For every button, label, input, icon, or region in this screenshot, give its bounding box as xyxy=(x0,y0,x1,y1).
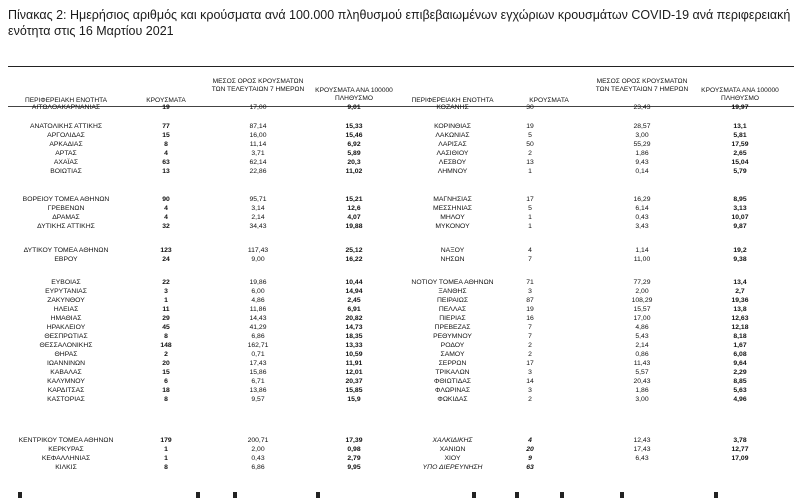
right-unit-name: ΜΥΚΟΝΟΥ xyxy=(435,223,470,230)
left-per-100k-value: 16,22 xyxy=(345,256,363,263)
left-cases-value: 13 xyxy=(162,168,170,175)
left-per-100k-value: 9,01 xyxy=(347,104,361,111)
right-unit-name: ΡΕΘΥΜΝΟΥ xyxy=(433,333,472,340)
left-unit-name: ΔΡΑΜΑΣ xyxy=(52,214,80,221)
left-cases-value: 4 xyxy=(164,214,168,221)
left-cases-value: 4 xyxy=(164,150,168,157)
left-unit-name: ΒΟΙΩΤΙΑΣ xyxy=(50,168,82,175)
left-avg-7d-value: 3,14 xyxy=(251,205,265,212)
right-cases-value: 63 xyxy=(526,464,534,471)
right-cases-value: 1 xyxy=(528,223,532,230)
left-per-100k-value: 10,59 xyxy=(345,351,363,358)
left-avg-7d-value: 0,71 xyxy=(251,351,265,358)
right-table-row xyxy=(0,223,802,232)
right-table-row xyxy=(0,150,802,159)
left-per-100k-value: 15,85 xyxy=(345,387,363,394)
left-cases-value: 63 xyxy=(162,159,170,166)
left-unit-name: ΚΕΡΚΥΡΑΣ xyxy=(48,446,84,453)
left-avg-7d-value: 6,86 xyxy=(251,333,265,340)
right-cases-value: 5 xyxy=(528,205,532,212)
left-unit-name: ΓΡΕΒΕΝΩΝ xyxy=(47,205,85,212)
right-unit-name: ΧΑΛΚΙΔΙΚΗΣ xyxy=(432,437,473,444)
left-avg-7d-value: 62,14 xyxy=(249,159,267,166)
left-avg-7d-value: 14,43 xyxy=(249,315,267,322)
right-avg-7d-value: 23,43 xyxy=(633,104,651,111)
right-avg-7d-value: 77,29 xyxy=(633,279,651,286)
left-unit-name: ΑΡΚΑΔΙΑΣ xyxy=(49,141,83,148)
left-cases-value: 24 xyxy=(162,256,170,263)
right-cases-value: 7 xyxy=(528,333,532,340)
right-per-100k-value: 8,18 xyxy=(733,333,747,340)
left-cases-value: 1 xyxy=(164,446,168,453)
right-table-row xyxy=(0,288,802,297)
left-per-100k-value: 6,92 xyxy=(347,141,361,148)
left-unit-name: ΔΥΤΙΚΟΥ ΤΟΜΕΑ ΑΘΗΝΩΝ xyxy=(23,247,109,254)
right-unit-name: ΜΕΣΣΗΝΙΑΣ xyxy=(432,205,473,212)
right-avg-7d-value: 5,43 xyxy=(635,333,649,340)
left-cases-value: 19 xyxy=(162,104,170,111)
right-cases-value: 20 xyxy=(526,446,534,453)
left-cases-value: 6 xyxy=(164,378,168,385)
right-unit-name: ΛΑΡΙΣΑΣ xyxy=(438,141,467,148)
right-per-100k-value: 9,38 xyxy=(733,256,747,263)
left-avg-7d-value: 17,43 xyxy=(249,360,267,367)
table-title: Πίνακας 2: Ημερήσιος αριθμός και κρούσματα ανά 100.000 πληθυσμού επιβεβαιωμένων εγχώριων κρουσμάτων COVID-19 ανά περιφερειακή ενότητα στις 16 Μαρτίου 2021 xyxy=(8,8,791,38)
left-unit-name: ΖΑΚΥΝΘΟΥ xyxy=(47,297,85,304)
right-per-100k-value: 12,18 xyxy=(731,324,749,331)
left-unit-name: ΗΡΑΚΛΕΙΟΥ xyxy=(46,324,86,331)
right-unit-name: ΚΟΡΙΝΘΙΑΣ xyxy=(434,123,471,130)
right-table-row xyxy=(0,123,802,132)
left-unit-name: ΕΒΡΟΥ xyxy=(54,256,78,263)
right-cases-value: 2 xyxy=(528,342,532,349)
right-cases-value: 2 xyxy=(528,150,532,157)
right-unit-name: ΡΟΔΟΥ xyxy=(440,342,465,349)
right-avg-7d-value: 12,43 xyxy=(633,437,651,444)
right-avg-7d-value: 28,57 xyxy=(633,123,651,130)
right-per-100k-value: 4,96 xyxy=(733,396,747,403)
right-unit-name: ΤΡΙΚΑΛΩΝ xyxy=(435,369,470,376)
right-table-row xyxy=(0,214,802,223)
right-cases-value: 16 xyxy=(526,315,534,322)
right-table-row xyxy=(0,132,802,141)
right-unit-name: ΞΑΝΘΗΣ xyxy=(438,288,467,295)
right-cases-value: 87 xyxy=(526,297,534,304)
right-table-row xyxy=(0,324,802,333)
left-avg-7d-value: 15,86 xyxy=(249,369,267,376)
left-cases-value: 3 xyxy=(164,288,168,295)
right-per-100k-value: 12,63 xyxy=(731,315,749,322)
left-per-100k-value: 0,98 xyxy=(347,446,361,453)
left-unit-name: ΚΑΛΥΜΝΟΥ xyxy=(47,378,85,385)
right-per-100k-value: 2,29 xyxy=(733,369,747,376)
right-unit-name: ΦΛΩΡΙΝΑΣ xyxy=(434,387,471,394)
left-cases-value: 8 xyxy=(164,396,168,403)
left-unit-name: ΑΡΤΑΣ xyxy=(55,150,77,157)
right-table-row xyxy=(0,297,802,306)
left-per-100k-value: 15,33 xyxy=(345,123,363,130)
right-per-100k-value: 17,59 xyxy=(731,141,749,148)
left-unit-name: ΔΥΤΙΚΗΣ ΑΤΤΙΚΗΣ xyxy=(37,223,95,230)
right-per-100k-value: 9,87 xyxy=(733,223,747,230)
right-table-row xyxy=(0,464,802,473)
right-per-100k-value: 8,85 xyxy=(733,378,747,385)
right-cases-value: 2 xyxy=(528,396,532,403)
header-per100k-left: ΚΡΟΥΣΜΑΤΑ ΑΝΑ 100000 ΠΛΗΘΥΣΜΟ xyxy=(315,87,393,102)
left-cases-value: 15 xyxy=(162,132,170,139)
right-per-100k-value: 13,4 xyxy=(733,279,747,286)
right-avg-7d-value: 0,86 xyxy=(635,351,649,358)
right-avg-7d-value: 5,57 xyxy=(635,369,649,376)
right-table-row xyxy=(0,446,802,455)
right-cases-value: 4 xyxy=(528,247,532,254)
right-cases-value: 50 xyxy=(526,141,534,148)
left-avg-7d-value: 22,86 xyxy=(249,168,267,175)
right-unit-name: ΠΕΙΡΑΙΩΣ xyxy=(436,297,469,304)
right-cases-value: 1 xyxy=(528,168,532,175)
right-cases-value: 19 xyxy=(526,306,534,313)
right-unit-name: ΦΘΙΩΤΙΔΑΣ xyxy=(434,378,471,385)
left-unit-name: ΗΜΑΘΙΑΣ xyxy=(50,315,82,322)
left-per-100k-value: 18,35 xyxy=(345,333,363,340)
cropped-next-line xyxy=(0,488,802,498)
left-per-100k-value: 13,33 xyxy=(345,342,363,349)
left-cases-value: 8 xyxy=(164,464,168,471)
right-per-100k-value: 2,65 xyxy=(733,150,747,157)
right-unit-name: ΠΕΛΛΑΣ xyxy=(438,306,467,313)
right-cases-value: 17 xyxy=(526,360,534,367)
right-unit-name: ΝΗΣΩΝ xyxy=(440,256,465,263)
right-unit-name: ΣΕΡΡΩΝ xyxy=(438,360,467,367)
right-unit-name: ΜΑΓΝΗΣΙΑΣ xyxy=(433,196,472,203)
right-avg-7d-value: 3,43 xyxy=(635,223,649,230)
left-cases-value: 15 xyxy=(162,369,170,376)
right-unit-name: ΣΑΜΟΥ xyxy=(440,351,465,358)
left-per-100k-value: 15,46 xyxy=(345,132,363,139)
left-cases-value: 1 xyxy=(164,297,168,304)
right-avg-7d-value: 2,14 xyxy=(635,342,649,349)
header-per100k-right: ΚΡΟΥΣΜΑΤΑ ΑΝΑ 100000 ΠΛΗΘΥΣΜΟ xyxy=(701,87,779,102)
left-cases-value: 148 xyxy=(160,342,172,349)
right-table-row xyxy=(0,168,802,177)
right-table-row xyxy=(0,247,802,256)
left-per-100k-value: 25,12 xyxy=(345,247,363,254)
left-cases-value: 45 xyxy=(162,324,170,331)
right-cases-value: 7 xyxy=(528,324,532,331)
right-unit-name: ΥΠΟ ΔΙΕΡΕΥΝΗΣΗ xyxy=(422,464,483,471)
right-avg-7d-value: 4,86 xyxy=(635,324,649,331)
left-cases-value: 90 xyxy=(162,196,170,203)
right-per-100k-value: 6,08 xyxy=(733,351,747,358)
left-avg-7d-value: 34,43 xyxy=(249,223,267,230)
right-unit-name: ΦΩΚΙΔΑΣ xyxy=(437,396,468,403)
right-unit-name: ΛΑΚΩΝΙΑΣ xyxy=(435,132,470,139)
left-cases-value: 2 xyxy=(164,351,168,358)
right-unit-name: ΠΙΕΡΙΑΣ xyxy=(439,315,466,322)
left-per-100k-value: 10,44 xyxy=(345,279,363,286)
header-unit-left: ΠΕΡΙΦΕΡΕΙΑΚΗ ΕΝΟΤΗΤΑ xyxy=(24,97,108,104)
left-avg-7d-value: 16,00 xyxy=(249,132,267,139)
right-table-row xyxy=(0,279,802,288)
left-cases-value: 11 xyxy=(162,306,170,313)
left-avg-7d-value: 4,86 xyxy=(251,297,265,304)
left-avg-7d-value: 6,00 xyxy=(251,288,265,295)
right-unit-name: ΜΗΛΟΥ xyxy=(440,214,465,221)
left-unit-name: ΗΛΕΙΑΣ xyxy=(53,306,79,313)
right-cases-value: 1 xyxy=(528,214,532,221)
left-unit-name: ΚΑΡΔΙΤΣΑΣ xyxy=(47,387,85,394)
right-unit-name: ΧΙΟΥ xyxy=(444,455,461,462)
right-table-row xyxy=(0,455,802,464)
left-avg-7d-value: 6,86 xyxy=(251,464,265,471)
left-per-100k-value: 5,89 xyxy=(347,150,361,157)
right-avg-7d-value: 108,29 xyxy=(631,297,653,304)
left-unit-name: ΕΥΡΥΤΑΝΙΑΣ xyxy=(45,288,87,295)
right-per-100k-value: 12,77 xyxy=(731,446,749,453)
right-avg-7d-value: 1,86 xyxy=(635,150,649,157)
right-table-row xyxy=(0,378,802,387)
left-avg-7d-value: 95,71 xyxy=(249,196,267,203)
left-cases-value: 20 xyxy=(162,360,170,367)
right-unit-name: ΝΑΞΟΥ xyxy=(440,247,465,254)
right-table-row xyxy=(0,196,802,205)
left-avg-7d-value: 0,43 xyxy=(251,455,265,462)
right-per-100k-value: 17,09 xyxy=(731,455,749,462)
left-unit-name: ΘΕΣΣΑΛΟΝΙΚΗΣ xyxy=(39,342,93,349)
right-per-100k-value: 5,81 xyxy=(733,132,747,139)
left-avg-7d-value: 11,14 xyxy=(249,141,267,148)
right-per-100k-value: 19,36 xyxy=(731,297,749,304)
right-avg-7d-value: 55,29 xyxy=(633,141,651,148)
right-avg-7d-value: 0,14 xyxy=(635,168,649,175)
left-unit-name: ΒΟΡΕΙΟΥ ΤΟΜΕΑ ΑΘΗΝΩΝ xyxy=(22,196,110,203)
right-avg-7d-value: 6,43 xyxy=(635,455,649,462)
right-cases-value: 4 xyxy=(528,437,532,444)
right-avg-7d-value: 16,29 xyxy=(633,196,651,203)
right-per-100k-value: 10,07 xyxy=(731,214,749,221)
left-per-100k-value: 9,95 xyxy=(347,464,361,471)
right-avg-7d-value: 1,14 xyxy=(635,247,649,254)
right-table-row xyxy=(0,141,802,150)
left-avg-7d-value: 200,71 xyxy=(247,437,269,444)
right-per-100k-value: 2,7 xyxy=(735,288,745,295)
left-avg-7d-value: 41,29 xyxy=(249,324,267,331)
right-cases-value: 17 xyxy=(526,196,534,203)
left-cases-value: 123 xyxy=(160,247,172,254)
right-cases-value: 3 xyxy=(528,288,532,295)
header-cases-right: ΚΡΟΥΣΜΑΤΑ xyxy=(529,97,569,104)
right-avg-7d-value: 11,00 xyxy=(633,256,651,263)
right-table-row xyxy=(0,159,802,168)
right-per-100k-value: 13,1 xyxy=(733,123,747,130)
left-avg-7d-value: 162,71 xyxy=(247,342,269,349)
left-avg-7d-value: 3,71 xyxy=(251,150,265,157)
left-unit-name: ΘΗΡΑΣ xyxy=(54,351,78,358)
right-cases-value: 2 xyxy=(528,351,532,358)
right-table-row xyxy=(0,369,802,378)
right-unit-name: ΧΑΝΙΩΝ xyxy=(439,446,466,453)
right-avg-7d-value: 9,43 xyxy=(635,159,649,166)
right-cases-value: 13 xyxy=(526,159,534,166)
left-unit-name: ΚΙΛΚΙΣ xyxy=(55,464,77,471)
left-cases-value: 32 xyxy=(162,223,170,230)
table-top-rule xyxy=(8,66,794,67)
right-unit-name: ΛΗΜΝΟΥ xyxy=(437,168,468,175)
right-avg-7d-value: 3,00 xyxy=(635,396,649,403)
left-cases-value: 8 xyxy=(164,141,168,148)
right-per-100k-value: 1,67 xyxy=(733,342,747,349)
left-cases-value: 18 xyxy=(162,387,170,394)
right-per-100k-value: 13,8 xyxy=(733,306,747,313)
left-avg-7d-value: 117,43 xyxy=(247,247,269,254)
right-unit-name: ΚΟΖΑΝΗΣ xyxy=(436,104,469,111)
right-avg-7d-value: 6,14 xyxy=(635,205,649,212)
right-cases-value: 71 xyxy=(526,279,534,286)
left-cases-value: 8 xyxy=(164,333,168,340)
right-table-row xyxy=(0,256,802,265)
left-avg-7d-value: 9,00 xyxy=(251,256,265,263)
right-per-100k-value: 19,2 xyxy=(733,247,747,254)
left-avg-7d-value: 11,86 xyxy=(249,306,267,313)
left-avg-7d-value: 2,00 xyxy=(251,446,265,453)
left-avg-7d-value: 9,57 xyxy=(251,396,265,403)
left-cases-value: 4 xyxy=(164,205,168,212)
right-avg-7d-value: 15,57 xyxy=(633,306,651,313)
right-table-row xyxy=(0,351,802,360)
left-unit-name: ΑΡΓΟΛΙΔΑΣ xyxy=(47,132,85,139)
left-per-100k-value: 17,39 xyxy=(345,437,363,444)
right-table-row xyxy=(0,306,802,315)
right-table-row xyxy=(0,437,802,446)
right-per-100k-value: 9,64 xyxy=(733,360,747,367)
left-unit-name: ΙΩΑΝΝΙΝΩΝ xyxy=(46,360,86,367)
left-per-100k-value: 2,79 xyxy=(347,455,361,462)
right-table-row xyxy=(0,315,802,324)
left-per-100k-value: 14,73 xyxy=(345,324,363,331)
right-table-row xyxy=(0,104,802,113)
right-avg-7d-value: 0,43 xyxy=(635,214,649,221)
right-cases-value: 5 xyxy=(528,132,532,139)
left-unit-name: ΑΧΑΪΑΣ xyxy=(53,159,79,166)
right-per-100k-value: 3,78 xyxy=(733,437,747,444)
header-avg-right: ΜΕΣΟΣ ΟΡΟΣ ΚΡΟΥΣΜΑΤΩΝ ΤΩΝ ΤΕΛΕΥΤΑΙΩΝ 7 ΗΜΕΡΩΝ xyxy=(595,78,689,93)
right-per-100k-value: 5,79 xyxy=(733,168,747,175)
left-avg-7d-value: 19,86 xyxy=(249,279,267,286)
right-per-100k-value: 3,13 xyxy=(733,205,747,212)
right-cases-value: 7 xyxy=(528,256,532,263)
left-unit-name: ΚΑΒΑΛΑΣ xyxy=(50,369,82,376)
right-avg-7d-value: 11,43 xyxy=(633,360,651,367)
left-unit-name: ΚΕΝΤΡΙΚΟΥ ΤΟΜΕΑ ΑΘΗΝΩΝ xyxy=(18,437,114,444)
left-unit-name: ΚΑΣΤΟΡΙΑΣ xyxy=(47,396,85,403)
right-cases-value: 3 xyxy=(528,369,532,376)
header-unit-right: ΠΕΡΙΦΕΡΕΙΑΚΗ ΕΝΟΤΗΤΑ xyxy=(411,97,494,104)
left-per-100k-value: 6,91 xyxy=(347,306,361,313)
left-unit-name: ΑΙΤΩΛΟΑΚΑΡΝΑΝΙΑΣ xyxy=(31,104,101,111)
left-unit-name: ΕΥΒΟΙΑΣ xyxy=(51,279,81,286)
right-unit-name: ΝΟΤΙΟΥ ΤΟΜΕΑ ΑΘΗΝΩΝ xyxy=(411,279,494,286)
right-cases-value: 9 xyxy=(528,455,532,462)
left-cases-value: 77 xyxy=(162,123,170,130)
right-avg-7d-value: 17,43 xyxy=(633,446,651,453)
right-table-row xyxy=(0,342,802,351)
left-per-100k-value: 11,91 xyxy=(345,360,363,367)
left-per-100k-value: 12,6 xyxy=(347,205,361,212)
left-avg-7d-value: 87,14 xyxy=(249,123,267,130)
right-avg-7d-value: 1,86 xyxy=(635,387,649,394)
right-per-100k-value: 5,63 xyxy=(733,387,747,394)
right-cases-value: 14 xyxy=(526,378,534,385)
left-avg-7d-value: 6,71 xyxy=(251,378,265,385)
right-unit-name: ΛΑΣΙΘΙΟΥ xyxy=(436,150,469,157)
right-per-100k-value: 19,97 xyxy=(731,104,749,111)
left-per-100k-value: 12,01 xyxy=(345,369,363,376)
right-table-row xyxy=(0,387,802,396)
left-cases-value: 22 xyxy=(162,279,170,286)
left-per-100k-value: 15,9 xyxy=(347,396,361,403)
right-per-100k-value: 8,95 xyxy=(733,196,747,203)
right-cases-value: 30 xyxy=(526,104,534,111)
right-table-row xyxy=(0,333,802,342)
left-per-100k-value: 19,88 xyxy=(345,223,363,230)
right-avg-7d-value: 20,43 xyxy=(633,378,651,385)
left-unit-name: ΚΕΦΑΛΛΗΝΙΑΣ xyxy=(41,455,91,462)
left-unit-name: ΘΕΣΠΡΩΤΙΑΣ xyxy=(44,333,88,340)
right-table-row xyxy=(0,360,802,369)
left-per-100k-value: 20,82 xyxy=(345,315,363,322)
left-per-100k-value: 11,02 xyxy=(345,168,363,175)
left-per-100k-value: 14,94 xyxy=(345,288,363,295)
right-unit-name: ΛΕΣΒΟΥ xyxy=(438,159,467,166)
left-unit-name: ΑΝΑΤΟΛΙΚΗΣ ΑΤΤΙΚΗΣ xyxy=(29,123,103,130)
right-cases-value: 19 xyxy=(526,123,534,130)
right-avg-7d-value: 2,00 xyxy=(635,288,649,295)
left-cases-value: 1 xyxy=(164,455,168,462)
header-cases-left: ΚΡΟΥΣΜΑΤΑ xyxy=(146,97,186,104)
right-unit-name: ΠΡΕΒΕΖΑΣ xyxy=(434,324,471,331)
right-table-row xyxy=(0,205,802,214)
left-cases-value: 179 xyxy=(160,437,172,444)
right-avg-7d-value: 17,00 xyxy=(633,315,651,322)
left-per-100k-value: 20,37 xyxy=(345,378,363,385)
left-avg-7d-value: 17,00 xyxy=(249,104,267,111)
left-cases-value: 29 xyxy=(162,315,170,322)
left-avg-7d-value: 13,86 xyxy=(249,387,267,394)
right-avg-7d-value: 3,00 xyxy=(635,132,649,139)
left-per-100k-value: 20,3 xyxy=(347,159,361,166)
left-per-100k-value: 15,21 xyxy=(345,196,363,203)
right-table-row xyxy=(0,396,802,405)
left-per-100k-value: 2,45 xyxy=(347,297,361,304)
right-per-100k-value: 15,04 xyxy=(731,159,749,166)
left-per-100k-value: 4,07 xyxy=(347,214,361,221)
right-cases-value: 3 xyxy=(528,387,532,394)
header-avg-left: ΜΕΣΟΣ ΟΡΟΣ ΚΡΟΥΣΜΑΤΩΝ ΤΩΝ ΤΕΛΕΥΤΑΙΩΝ 7 ΗΜΕΡΩΝ xyxy=(211,78,305,93)
left-avg-7d-value: 2,14 xyxy=(251,214,265,221)
